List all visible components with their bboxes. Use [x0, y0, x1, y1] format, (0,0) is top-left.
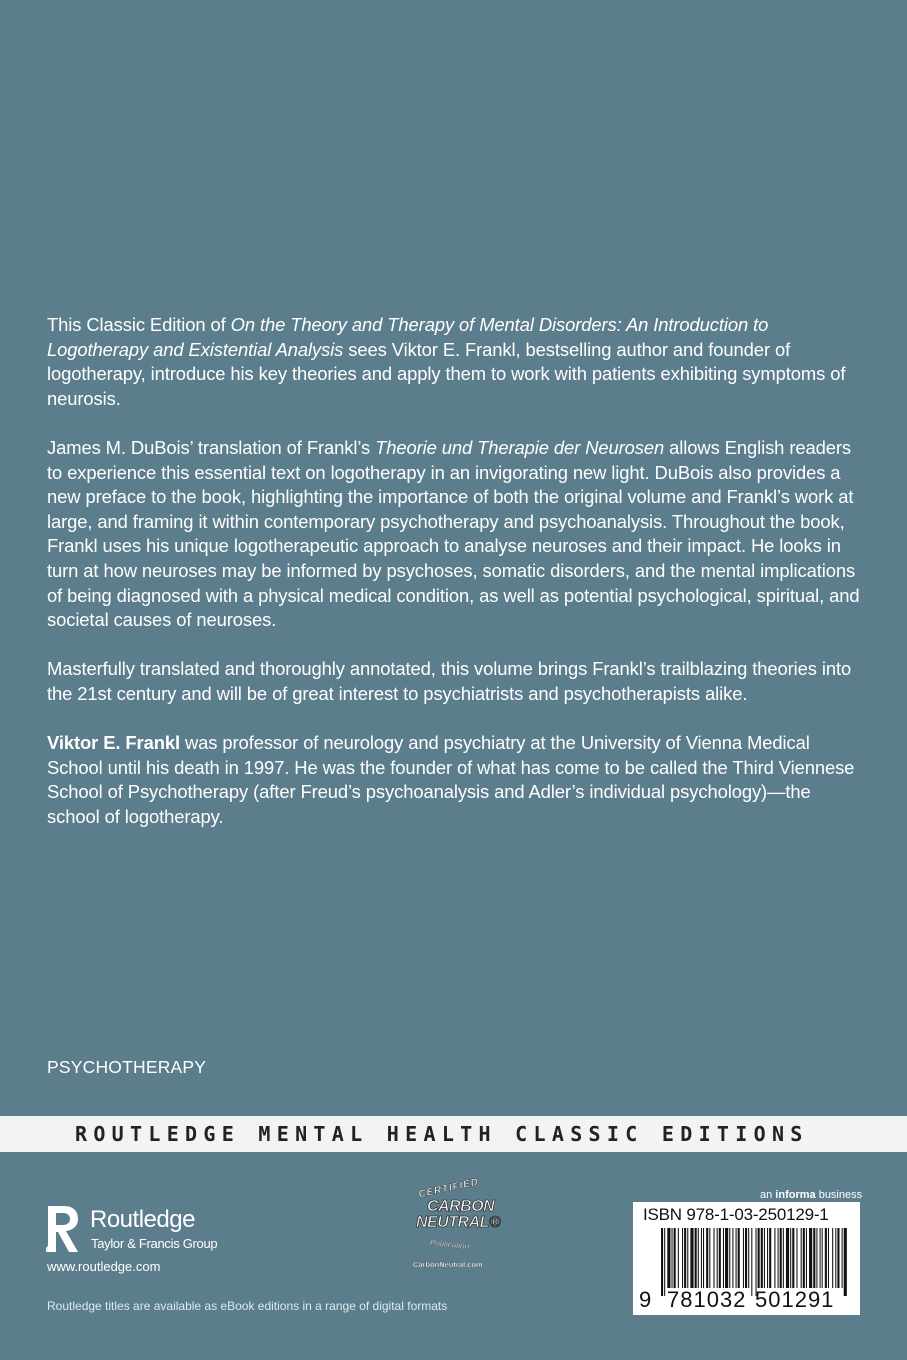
barcode-bar	[769, 1228, 771, 1288]
barcode-bar	[764, 1228, 765, 1288]
barcode-bar	[678, 1228, 679, 1288]
informa-business-tag	[760, 1189, 862, 1201]
neutral-word: NEUTRAL®	[416, 1214, 501, 1231]
barcode-bar	[748, 1228, 749, 1288]
barcode-bar	[832, 1228, 833, 1288]
isbn-barcode-box	[633, 1202, 860, 1315]
author-bio-text: was professor of neurology and psychiatry at the University of Vienna Medical School until his death in 1997. He was the founder of what has come to be called the Third Viennese School of Psychotherapy (after Freud’s psychoanalysis and Adler’s individual psychology)—the school of logotherapy.	[47, 732, 855, 827]
barcode-bar	[816, 1228, 817, 1288]
informa-prefix: an	[760, 1189, 776, 1201]
barcode-bar	[672, 1228, 673, 1288]
routledge-logo	[44, 1204, 244, 1254]
barcode-bar	[828, 1228, 829, 1288]
barcode-bar	[736, 1228, 737, 1288]
author-name: Viktor E. Frankl	[47, 732, 180, 754]
barcode-bar	[751, 1228, 752, 1296]
publisher-group: Taylor & Francis Group	[91, 1236, 218, 1251]
blurb-p2-lead: James M. DuBois’ translation of Frankl’s	[47, 436, 376, 458]
barcode-bar	[786, 1228, 789, 1288]
barcode-bar	[801, 1228, 802, 1288]
barcode-bar	[743, 1228, 744, 1288]
series-title: ROUTLEDGE MENTAL HEALTH CLASSIC EDITIONS	[75, 1122, 809, 1146]
barcode-bar	[796, 1228, 797, 1288]
carbon-publication-text: Publication	[429, 1237, 470, 1252]
barcode-bar	[842, 1228, 843, 1288]
barcode-bar	[756, 1228, 757, 1296]
blurb-p1-rest: sees Viktor E. Frankl, bestselling author and founder of logotherapy, introduce his key theories and apply them to work with patients exhibiting symptoms of neurosis.	[47, 338, 846, 409]
blurb-paragraph-1	[47, 313, 867, 411]
barcode-bar	[738, 1228, 740, 1288]
barcode-bar	[813, 1228, 815, 1288]
barcode-digits-left: 781032	[667, 1287, 747, 1312]
barcode-bar	[729, 1228, 730, 1288]
barcode-bar	[667, 1228, 670, 1288]
series-band	[0, 1116, 907, 1152]
barcode-bar	[719, 1228, 721, 1288]
blurb-paragraph-2	[47, 436, 867, 633]
barcode-bar	[803, 1228, 805, 1288]
barcode-bar	[709, 1228, 710, 1288]
barcode-bar	[809, 1228, 812, 1288]
barcode-bar	[778, 1228, 779, 1288]
barcode-bar	[684, 1228, 686, 1288]
carbon-neutral-badge	[410, 1176, 501, 1275]
original-title-italic: Theorie und Therapie der Neurosen	[375, 436, 665, 458]
barcode-bar	[745, 1228, 747, 1288]
barcode-bar	[792, 1228, 794, 1288]
carbon-word: CARBON	[427, 1198, 495, 1215]
barcode-bar	[790, 1228, 791, 1288]
publisher-website: www.routledge.com	[47, 1259, 161, 1274]
barcode-bar	[837, 1228, 839, 1288]
subject-category: PSYCHOTHERAPY	[47, 1057, 207, 1077]
barcode-bar	[714, 1228, 715, 1288]
barcode-bar	[695, 1228, 697, 1288]
barcode-bar	[661, 1228, 663, 1296]
carbon-url: CarbonNeutral.com	[413, 1260, 483, 1269]
barcode-digits	[633, 1287, 860, 1315]
barcode-bar	[825, 1228, 827, 1288]
barcode-bar	[774, 1228, 775, 1288]
barcode-bar	[783, 1228, 784, 1288]
book-title-italic: On the Theory and Therapy of Mental Disorders: An Introduction to Logotherapy and Existential Analysis	[47, 314, 769, 360]
barcode-bar	[717, 1228, 718, 1288]
barcode-digits-right: 501291	[755, 1287, 835, 1312]
barcode-bar	[687, 1228, 688, 1288]
barcode-bar	[706, 1228, 708, 1288]
barcode-bar	[698, 1228, 699, 1288]
blurb-p2-rest: allows English readers to experience this essential text on logotherapy in an invigorating new light. DuBois also provides a new preface to the book, highlighting the importance of both the original volume and Frankl’s work at large, and framing it within contemporary psychotherapy and psychoanalysis. Throughout the book, Frankl uses his unique logotherapeutic approach to analyse neuroses and their impact. He looks in turn at how neuroses may be informed by psychoses, somatic disorders, and the mental implications of being diagnosed with a physical medical condition, as well as potential psychological, spiritual, and societal causes of neuroses.	[47, 436, 860, 631]
barcode-bar	[703, 1228, 704, 1288]
barcode-bar	[701, 1228, 702, 1288]
barcode-bar	[844, 1228, 847, 1296]
back-cover-description	[47, 313, 867, 854]
barcode-bar	[806, 1228, 807, 1288]
isbn-number: ISBN 978-1-03-250129-1	[643, 1205, 829, 1224]
barcode-bar	[732, 1228, 733, 1288]
barcode-bar	[761, 1228, 763, 1288]
author-bio	[47, 731, 867, 829]
barcode-icon	[661, 1228, 851, 1296]
informa-suffix: business	[815, 1189, 863, 1201]
blurb-paragraph-3: Masterfully translated and thoroughly annotated, this volume brings Frankl’s trailblazing theories into the 21st century and will be of great interest to psychiatrists and psychotherapists alike.	[47, 658, 852, 704]
barcode-digit-first: 9	[639, 1287, 652, 1312]
barcode-bar	[780, 1228, 782, 1288]
barcode-bar	[664, 1228, 665, 1296]
barcode-bar	[758, 1228, 760, 1288]
barcode-bar	[674, 1228, 676, 1288]
publisher-name: Routledge	[90, 1206, 195, 1233]
barcode-bar	[723, 1228, 724, 1288]
barcode-bar	[822, 1228, 823, 1288]
barcode-bar	[690, 1228, 693, 1288]
barcode-bar	[682, 1228, 683, 1288]
barcode-bar	[767, 1228, 768, 1288]
barcode-bar	[835, 1228, 836, 1288]
informa-brand: informa	[775, 1189, 816, 1201]
routledge-r-icon	[44, 1204, 84, 1254]
barcode-bar	[725, 1228, 728, 1288]
barcode-bar	[820, 1228, 821, 1288]
ebook-availability-note: Routledge titles are available as eBook editions in a range of digital formats	[47, 1299, 448, 1313]
carbon-certified-text: CERTIFIED	[417, 1176, 481, 1201]
blurb-p1-lead: This Classic Edition of	[47, 314, 231, 335]
